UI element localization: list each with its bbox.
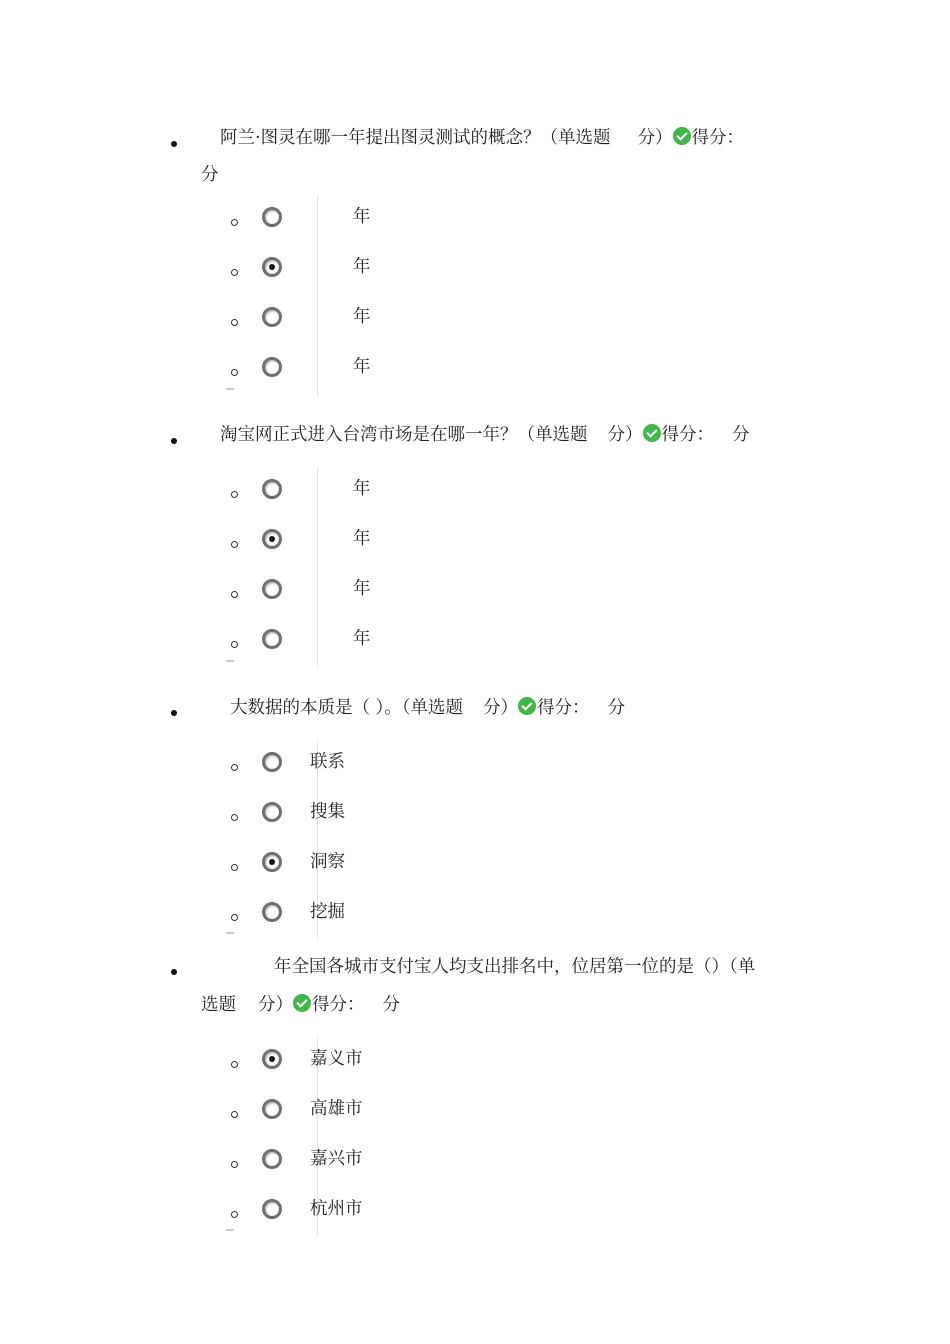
option-label: 年 [353,257,371,277]
option-bullet [231,814,238,821]
option-bullet [231,914,238,921]
divider-mark [226,1229,234,1231]
option-label: 年 [353,529,371,549]
divider-mark [226,932,234,934]
radio-button[interactable] [262,902,282,922]
option-bullet [231,1161,238,1168]
option-label: 年 [353,579,371,599]
score-unit: 分 [201,165,219,185]
radio-button-selected[interactable] [262,852,282,872]
option-bullet [231,541,238,548]
bullet [171,969,177,975]
radio-button-selected[interactable] [262,1049,282,1069]
option-label: 年 [353,207,371,227]
option-bullet [231,1061,238,1068]
option-bullet [231,491,238,498]
option-label: 年 [353,629,371,649]
radio-button[interactable] [262,802,282,822]
option-column-divider [317,197,318,395]
option-label: 年 [353,357,371,377]
radio-button[interactable] [262,479,282,499]
radio-button[interactable] [262,307,282,327]
radio-button[interactable] [262,1099,282,1119]
radio-button[interactable] [262,1149,282,1169]
bullet [171,438,177,444]
option-label: 嘉义市 [310,1049,363,1069]
radio-button[interactable] [262,357,282,377]
correct-check-icon [518,697,536,715]
option-label: 杭州市 [310,1199,363,1219]
option-label: 年 [353,307,371,327]
question-title-line2: 选题 分） 得分： 分 [201,995,400,1015]
question-title: 淘宝网正式进入台湾市场是在哪一年？（单选题 分） 得分： 分 [220,425,750,445]
divider-mark [226,388,234,390]
radio-button[interactable] [262,629,282,649]
correct-check-icon [643,424,661,442]
option-label: 年 [353,479,371,499]
option-bullet [231,269,238,276]
question-title: 年全国各城市支付宝人均支出排名中，位居第一位的是（）（单 [274,957,756,977]
question-title: 大数据的本质是（ ）。（单选题 分） 得分： 分 [230,698,626,718]
divider-mark [226,660,234,662]
radio-button-selected[interactable] [262,257,282,277]
option-bullet [231,591,238,598]
bullet [171,141,177,147]
radio-button[interactable] [262,752,282,772]
option-label: 搜集 [310,802,345,822]
option-label: 洞察 [310,852,345,872]
radio-button[interactable] [262,1199,282,1219]
option-bullet [231,319,238,326]
option-bullet [231,864,238,871]
option-bullet [231,1111,238,1118]
question-title: 阿兰·图灵在哪一年提出图灵测试的概念？（单选题 分） 得分： [220,128,745,148]
option-bullet [231,764,238,771]
option-bullet [231,369,238,376]
option-label: 联系 [310,752,345,772]
option-bullet [231,641,238,648]
radio-button[interactable] [262,579,282,599]
option-label: 挖掘 [310,902,345,922]
radio-button-selected[interactable] [262,529,282,549]
correct-check-icon [293,994,311,1012]
option-label: 高雄市 [310,1099,363,1119]
correct-check-icon [673,127,691,145]
option-label: 嘉兴市 [310,1149,363,1169]
option-bullet [231,1211,238,1218]
option-bullet [231,219,238,226]
radio-button[interactable] [262,207,282,227]
option-column-divider [317,469,318,666]
bullet [171,710,177,716]
